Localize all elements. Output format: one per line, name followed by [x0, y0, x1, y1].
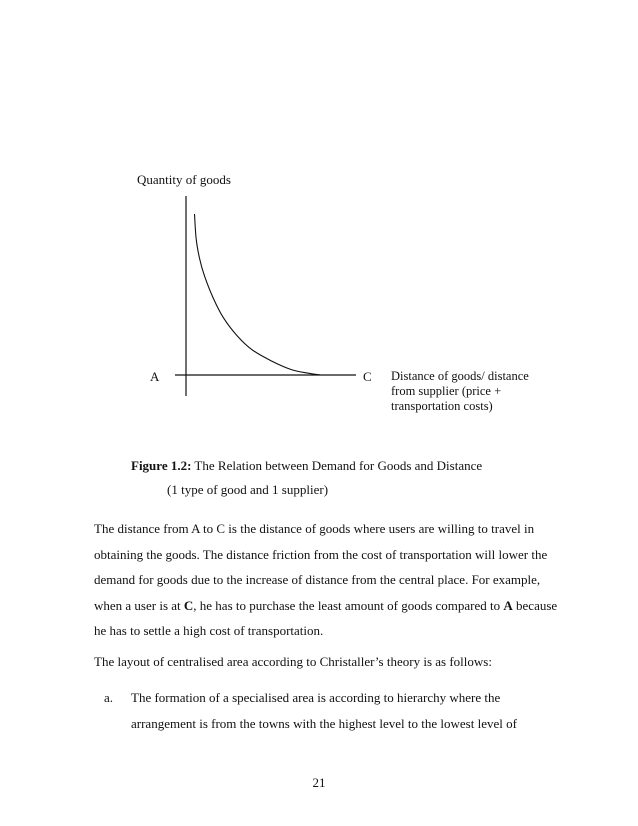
paragraph-line: [94, 593, 558, 619]
x-axis-label-line: from supplier (price +: [391, 384, 502, 398]
figure-caption-text: The Relation between Demand for Goods and Distance: [191, 458, 483, 473]
text-run: , he has to purchase the least amount of goods compared to: [193, 597, 504, 613]
figure-caption-label: Figure 1.2:: [131, 458, 192, 473]
paragraph-line: obtaining the goods. The distance friction from the cost of transportation will lower the: [94, 546, 548, 562]
y-axis-label: Quantity of goods: [137, 172, 231, 187]
list-item-line: arrangement is from the towns with the highest level to the lowest level of: [131, 715, 517, 731]
figure-caption-subtext: (1 type of good and 1 supplier): [167, 482, 329, 497]
bold-a: A: [503, 597, 513, 613]
figure-caption: [131, 458, 482, 474]
x-axis-label-line: Distance of goods/ distance: [391, 369, 529, 383]
paragraph-line: demand for goods due to the increase of distance from the central place. For example,: [94, 572, 541, 587]
paragraph-layout-intro: The layout of centralised area according to Christaller’s theory is as follows:: [94, 654, 492, 669]
end-label-c: C: [363, 369, 372, 384]
demand-curve-line: [195, 214, 321, 375]
list-marker: a.: [104, 690, 114, 705]
text-run: because: [512, 597, 558, 613]
origin-label-a: A: [150, 369, 160, 384]
list-item-line: The formation of a specialised area is according to hierarchy where the: [131, 690, 501, 705]
paragraph-line: he has to settle a high cost of transportation.: [94, 623, 324, 638]
bold-c: C: [183, 597, 194, 613]
paragraph-line: The distance from A to C is the distance of goods where users are willing to travel in: [94, 521, 535, 536]
x-axis-label: [391, 369, 529, 414]
list-item-body: [131, 685, 517, 736]
paragraph-distance: [94, 516, 558, 644]
text-run: when a user is at: [94, 597, 184, 613]
page-number: 21: [312, 775, 326, 790]
x-axis-label-line: transportation costs): [391, 399, 493, 413]
